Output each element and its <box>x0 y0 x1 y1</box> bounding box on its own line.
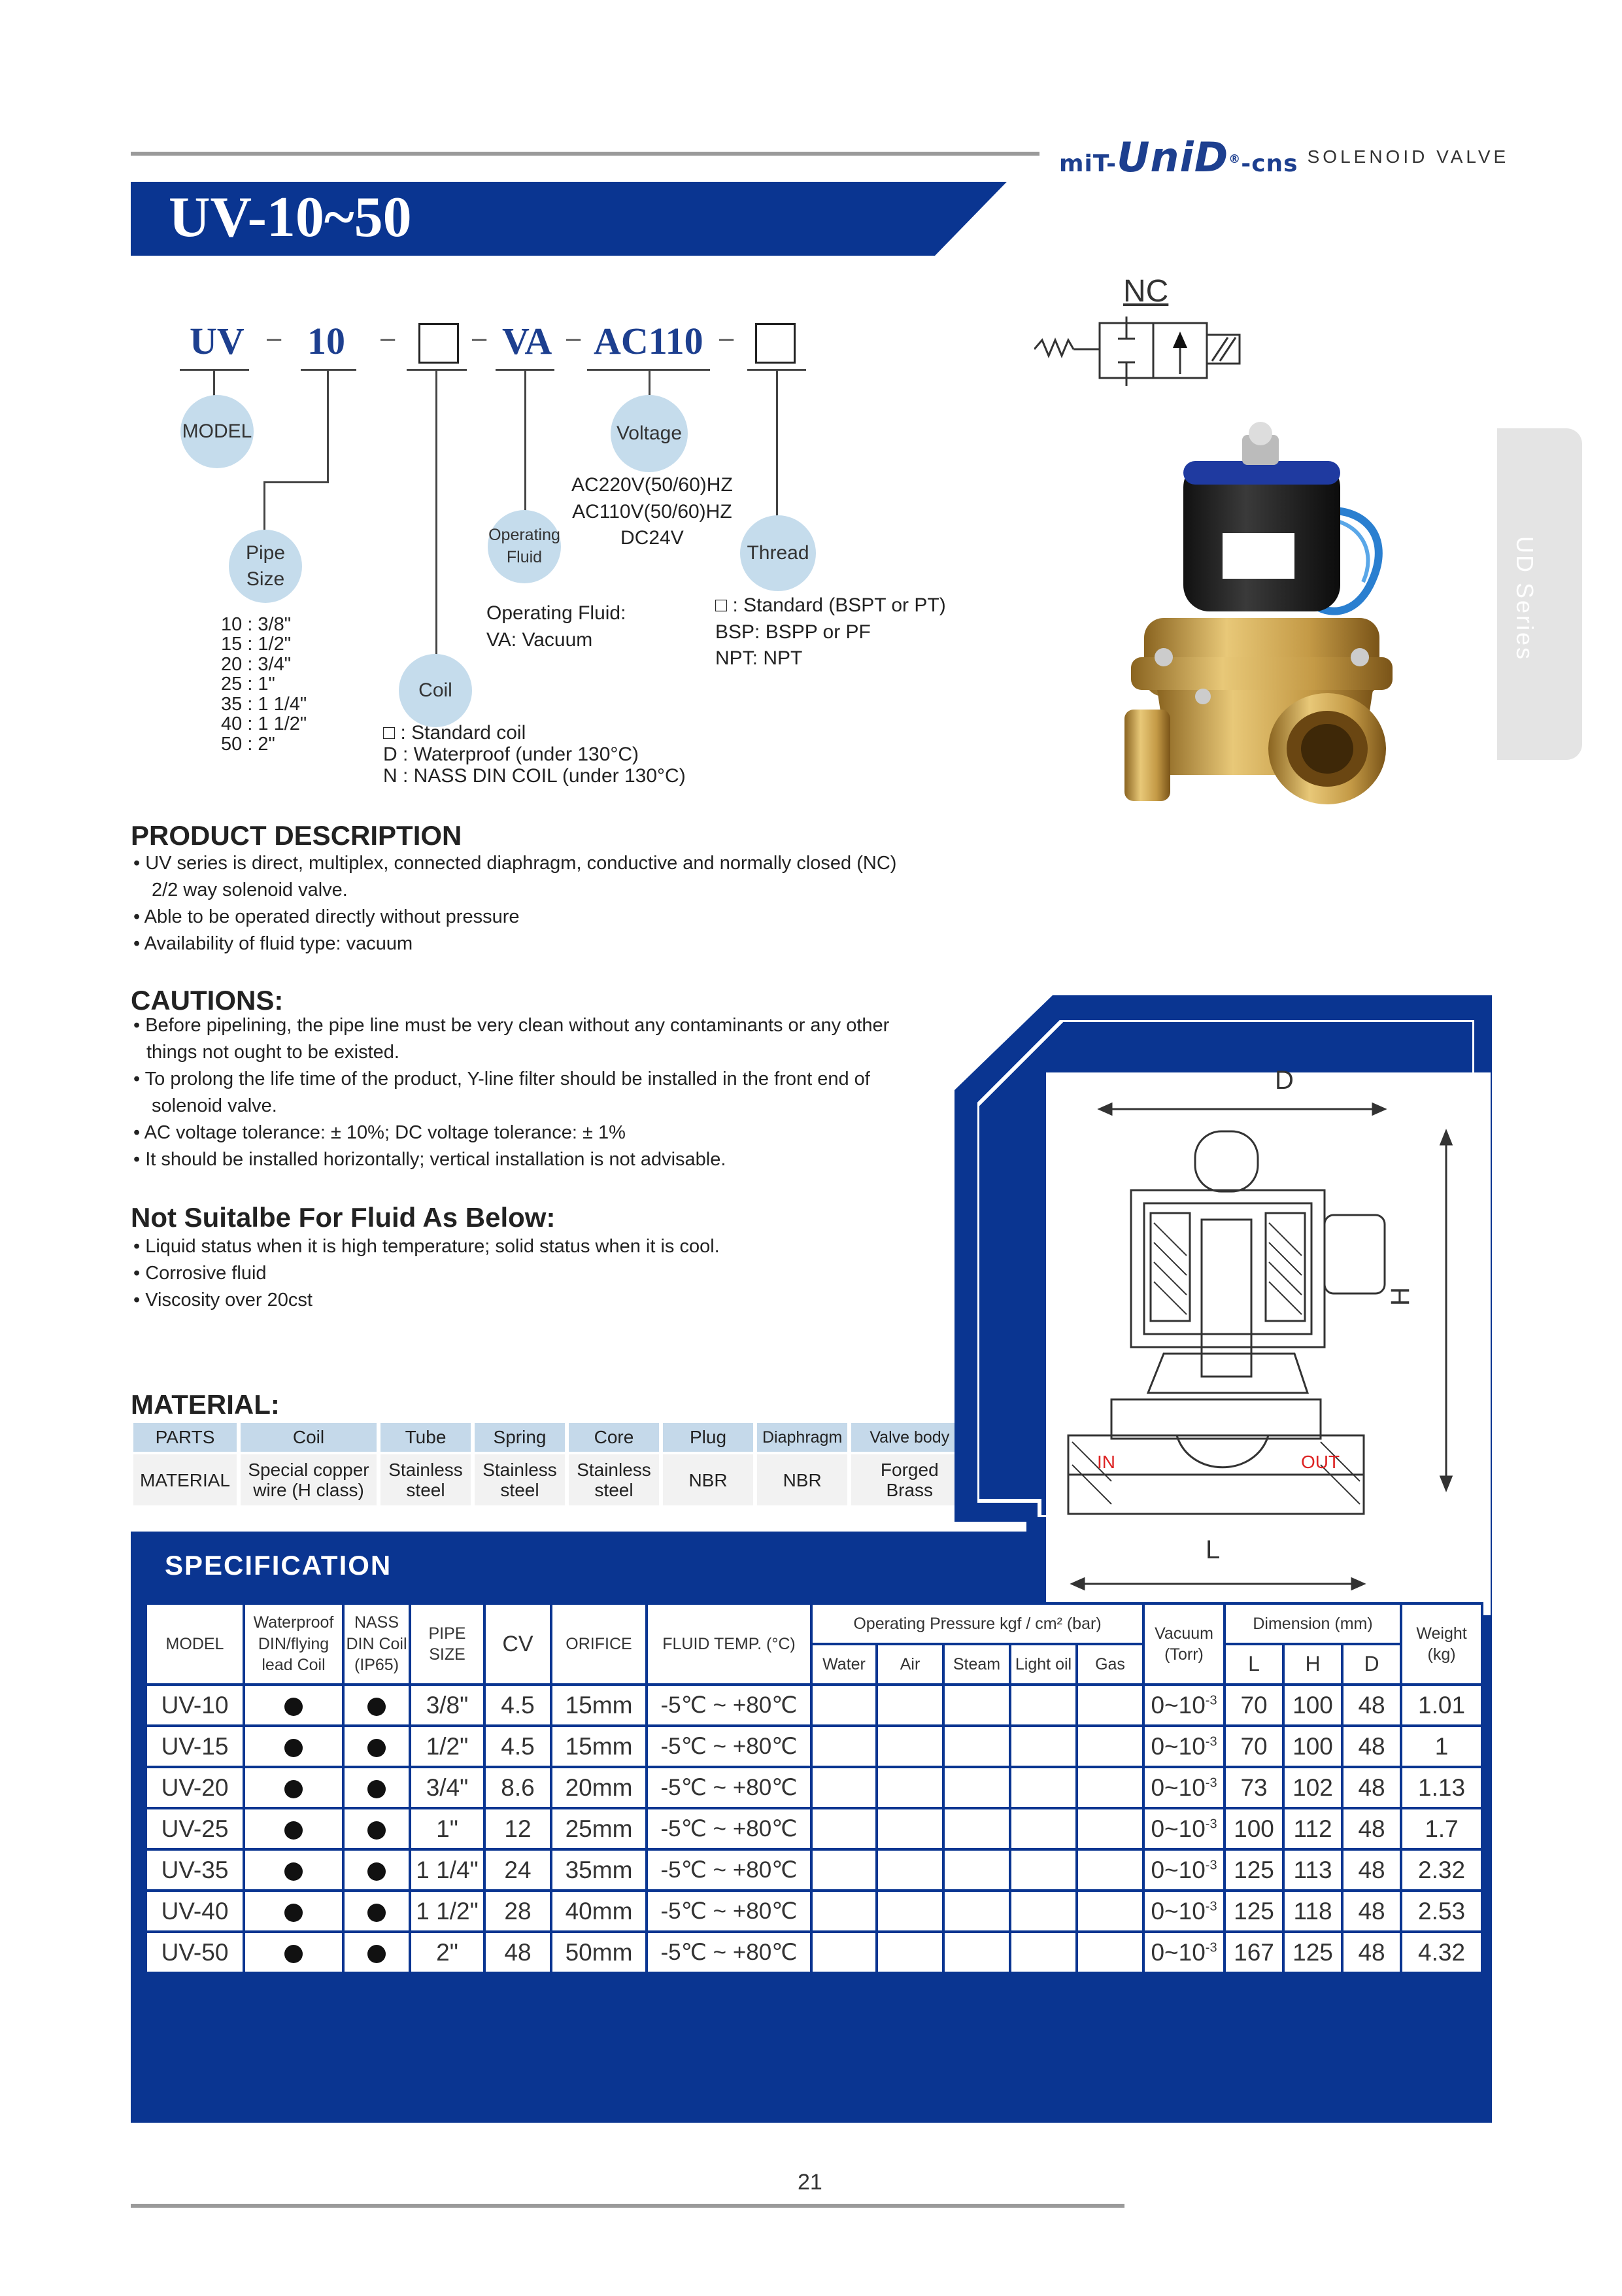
dimension-l-label: L <box>1206 1535 1221 1564</box>
spec-header-gas: Gas <box>1077 1644 1143 1685</box>
spec-cell-empty <box>877 1932 943 1973</box>
spec-cell-empty <box>1077 1932 1143 1973</box>
filled-dot-icon <box>367 1698 386 1716</box>
vacuum-value: 0~10 <box>1151 1732 1206 1760</box>
filled-dot-icon <box>367 1739 386 1757</box>
code-dash: – <box>719 324 734 352</box>
spec-header-row <box>146 1603 1482 1644</box>
spec-cell-empty <box>1077 1685 1143 1726</box>
spec-cell-empty <box>943 1849 1010 1891</box>
spec-cell-model: UV-15 <box>146 1726 244 1767</box>
spec-cell-orifice: 50mm <box>551 1932 647 1973</box>
material-cell: Stainless steel <box>475 1454 565 1505</box>
filled-dot-icon <box>367 1780 386 1798</box>
brand-prefix: miT- <box>1059 150 1117 177</box>
spec-cell-dot <box>343 1767 410 1808</box>
brand-header <box>1059 134 1509 180</box>
brand-category: SOLENOID VALVE <box>1307 146 1510 167</box>
header-rule <box>131 152 1039 156</box>
spec-cell-model: UV-40 <box>146 1891 244 1932</box>
spec-cell-dot <box>244 1685 343 1726</box>
code-model: UV <box>190 320 245 362</box>
code-dash: – <box>380 324 396 352</box>
spec-cell-h: 100 <box>1283 1726 1342 1767</box>
spec-cell-h: 100 <box>1283 1685 1342 1726</box>
material-header-cell: PARTS <box>133 1423 237 1452</box>
spec-header-lightoil: Light oil <box>1010 1644 1077 1685</box>
spec-cell-d: 48 <box>1342 1891 1401 1932</box>
caution-line: • It should be installed horizontally; vertical installation is not advisable. <box>133 1149 726 1170</box>
spec-header-water: Water <box>811 1644 877 1685</box>
spec-cell-dot <box>343 1932 410 1973</box>
spec-header-l: L <box>1225 1644 1283 1685</box>
code-dash: – <box>566 324 581 352</box>
spec-cell-dot <box>244 1767 343 1808</box>
spec-cell-d: 48 <box>1342 1849 1401 1891</box>
spec-header-vacuum: Vacuum (Torr) <box>1143 1603 1225 1685</box>
spec-header-pipe: PIPE SIZE <box>410 1603 484 1685</box>
spec-cell-empty <box>877 1891 943 1932</box>
spec-cell-pipe: 3/8" <box>410 1685 484 1726</box>
description-line: • Able to be operated directly without pressure <box>133 906 520 927</box>
spec-cell-w: 4.32 <box>1401 1932 1482 1973</box>
spec-cell-empty <box>1010 1808 1077 1849</box>
not-suitable-text <box>133 1233 720 1314</box>
spec-cell-l: 73 <box>1225 1767 1283 1808</box>
specification-table <box>144 1602 1483 1974</box>
connector <box>263 481 329 483</box>
coil-options: □ : Standard coil D : Waterproof (under 130°C) N : NASS DIN COIL (under 130°C) <box>383 722 686 787</box>
thread-options: □ : Standard (BSPT or PT) BSP: BSPP or PF NPT: NPT <box>715 594 946 669</box>
spec-row <box>146 1685 1482 1726</box>
spec-cell-d: 48 <box>1342 1685 1401 1726</box>
spec-cell-model: UV-35 <box>146 1849 244 1891</box>
spec-cell-pipe: 1" <box>410 1808 484 1849</box>
spec-cell-empty <box>1010 1849 1077 1891</box>
spec-cell-cv: 48 <box>484 1932 551 1973</box>
spec-cell-empty <box>811 1685 877 1726</box>
brand-logo <box>1059 133 1298 181</box>
spec-cell-pipe: 1 1/4" <box>410 1849 484 1891</box>
spec-cell-empty <box>1077 1808 1143 1849</box>
vacuum-exponent: -3 <box>1205 1858 1217 1873</box>
vacuum-exponent: -3 <box>1205 1817 1217 1832</box>
spec-cell-empty <box>877 1808 943 1849</box>
spec-cell-empty <box>877 1685 943 1726</box>
spec-cell-empty <box>811 1808 877 1849</box>
material-table <box>129 1420 972 1508</box>
spec-cell-model: UV-20 <box>146 1767 244 1808</box>
spec-cell-model: UV-25 <box>146 1808 244 1849</box>
page-title: UV-10~50 <box>169 186 412 249</box>
spec-cell-empty <box>811 1891 877 1932</box>
connector <box>776 369 778 518</box>
spec-cell-dot <box>343 1808 410 1849</box>
spec-cell-vacuum <box>1143 1891 1225 1932</box>
bubble-model: MODEL <box>180 395 254 468</box>
spec-cell-orifice: 20mm <box>551 1767 647 1808</box>
spec-cell-dot <box>244 1808 343 1849</box>
technical-drawing <box>1046 1072 1491 1615</box>
spec-cell-h: 112 <box>1283 1808 1342 1849</box>
spec-cell-empty <box>1077 1849 1143 1891</box>
bubble-thread: Thread <box>740 515 816 591</box>
spec-header-orifice: ORIFICE <box>551 1603 647 1685</box>
spec-cell-cv: 12 <box>484 1808 551 1849</box>
nc-valve-symbol <box>1034 315 1270 387</box>
spec-cell-empty <box>1077 1726 1143 1767</box>
spec-cell-dot <box>244 1849 343 1891</box>
code-voltage: AC110 <box>594 320 703 362</box>
material-heading: MATERIAL: <box>131 1389 280 1420</box>
spec-cell-model: UV-10 <box>146 1685 244 1726</box>
spec-cell-dot <box>343 1849 410 1891</box>
caution-line: things not ought to be existed. <box>146 1042 399 1063</box>
spec-cell-vacuum <box>1143 1767 1225 1808</box>
connector <box>524 369 526 514</box>
code-fluid: VA <box>502 320 552 362</box>
vacuum-exponent: -3 <box>1205 1899 1217 1914</box>
spec-cell-empty <box>1010 1685 1077 1726</box>
spec-row <box>146 1767 1482 1808</box>
spec-row <box>146 1891 1482 1932</box>
spec-cell-orifice: 35mm <box>551 1849 647 1891</box>
spec-cell-cv: 24 <box>484 1849 551 1891</box>
spec-cell-cv: 4.5 <box>484 1685 551 1726</box>
spec-cell-temp: -5℃ ~ +80℃ <box>647 1808 811 1849</box>
filled-dot-icon <box>367 1904 386 1922</box>
port-in-label: IN <box>1097 1452 1115 1472</box>
spec-cell-dot <box>244 1932 343 1973</box>
description-line: • UV series is direct, multiplex, connected diaphragm, conductive and normally closed (NC) <box>133 853 897 874</box>
spec-cell-pipe: 1 1/2" <box>410 1891 484 1932</box>
code-box-coil <box>418 323 459 364</box>
code-dash: – <box>472 324 487 352</box>
material-header-cell: Plug <box>663 1423 753 1452</box>
spec-cell-dot <box>244 1891 343 1932</box>
caution-line: solenoid valve. <box>152 1095 277 1116</box>
vacuum-value: 0~10 <box>1151 1938 1206 1966</box>
vacuum-value: 0~10 <box>1151 1773 1206 1801</box>
filled-dot-icon <box>367 1821 386 1840</box>
spec-cell-empty <box>943 1685 1010 1726</box>
filled-dot-icon <box>284 1698 303 1716</box>
spec-cell-empty <box>1077 1891 1143 1932</box>
not-suitable-line: • Liquid status when it is high temperature; solid status when it is cool. <box>133 1236 720 1257</box>
caution-line: • AC voltage tolerance: ± 10%; DC voltage tolerance: ± 1% <box>133 1122 626 1143</box>
spec-header-dimension: Dimension (mm) <box>1225 1603 1401 1644</box>
spec-cell-w: 2.53 <box>1401 1891 1482 1932</box>
spec-cell-empty <box>877 1726 943 1767</box>
filled-dot-icon <box>284 1862 303 1881</box>
code-dash: – <box>267 324 282 352</box>
spec-cell-dot <box>343 1685 410 1726</box>
spec-cell-h: 125 <box>1283 1932 1342 1973</box>
spec-cell-empty <box>811 1849 877 1891</box>
spec-header-waterproof: Waterproof DIN/flying lead Coil <box>244 1603 343 1685</box>
spec-cell-d: 48 <box>1342 1726 1401 1767</box>
vacuum-exponent: -3 <box>1205 1734 1217 1749</box>
spec-header-cv: CV <box>484 1603 551 1685</box>
spec-header-steam: Steam <box>943 1644 1010 1685</box>
filled-dot-icon <box>367 1945 386 1963</box>
operating-fluid-text: Operating Fluid: VA: Vacuum <box>486 602 626 651</box>
connector <box>327 369 329 483</box>
spec-cell-empty <box>877 1849 943 1891</box>
vacuum-value: 0~10 <box>1151 1815 1206 1842</box>
cautions-text <box>133 1012 889 1173</box>
spec-cell-h: 113 <box>1283 1849 1342 1891</box>
filled-dot-icon <box>367 1862 386 1881</box>
filled-dot-icon <box>284 1904 303 1922</box>
brand-suffix: -cns <box>1241 150 1298 177</box>
spec-cell-empty <box>943 1891 1010 1932</box>
material-row <box>133 1454 968 1505</box>
spec-cell-cv: 4.5 <box>484 1726 551 1767</box>
spec-cell-orifice: 15mm <box>551 1726 647 1767</box>
code-box-thread <box>755 323 796 364</box>
material-cell: Stainless steel <box>569 1454 659 1505</box>
spec-cell-w: 2.32 <box>1401 1849 1482 1891</box>
material-header-row <box>133 1423 968 1452</box>
spec-cell-cv: 8.6 <box>484 1767 551 1808</box>
material-cell: NBR <box>663 1454 753 1505</box>
spec-cell-dot <box>244 1726 343 1767</box>
material-header-cell: Spring <box>475 1423 565 1452</box>
spec-cell-empty <box>1010 1767 1077 1808</box>
description-line: 2/2 way solenoid valve. <box>152 880 348 900</box>
dimension-d-label: D <box>1275 1066 1294 1095</box>
spec-cell-temp: -5℃ ~ +80℃ <box>647 1767 811 1808</box>
filled-dot-icon <box>284 1821 303 1840</box>
spec-cell-empty <box>877 1767 943 1808</box>
spec-cell-empty <box>1010 1726 1077 1767</box>
bubble-coil: Coil <box>399 654 472 727</box>
spec-cell-empty <box>943 1726 1010 1767</box>
spec-row <box>146 1808 1482 1849</box>
spec-cell-l: 70 <box>1225 1685 1283 1726</box>
spec-header-air: Air <box>877 1644 943 1685</box>
spec-header-weight: Weight (kg) <box>1401 1603 1482 1685</box>
spec-cell-d: 48 <box>1342 1767 1401 1808</box>
connector <box>263 481 265 532</box>
bubble-pipe-size: Pipe Size <box>229 530 302 603</box>
spec-header-model: MODEL <box>146 1603 244 1685</box>
spec-cell-empty <box>811 1767 877 1808</box>
spec-cell-dot <box>343 1891 410 1932</box>
material-cell: NBR <box>757 1454 847 1505</box>
spec-cell-empty <box>943 1767 1010 1808</box>
spec-header-pressure: Operating Pressure kgf / cm² (bar) <box>811 1603 1143 1644</box>
spec-row <box>146 1932 1482 1973</box>
spec-cell-vacuum <box>1143 1808 1225 1849</box>
spec-row <box>146 1726 1482 1767</box>
spec-cell-d: 48 <box>1342 1932 1401 1973</box>
spec-cell-l: 70 <box>1225 1726 1283 1767</box>
material-header-cell: Diaphragm <box>757 1423 847 1452</box>
spec-cell-h: 118 <box>1283 1891 1342 1932</box>
vacuum-exponent: -3 <box>1205 1693 1217 1708</box>
port-out-label: OUT <box>1301 1452 1340 1472</box>
spec-cell-empty <box>811 1932 877 1973</box>
spec-cell-l: 125 <box>1225 1849 1283 1891</box>
spec-cell-dot <box>343 1726 410 1767</box>
dimension-h-label: H <box>1385 1287 1415 1306</box>
connector <box>435 369 437 660</box>
spec-cell-w: 1.13 <box>1401 1767 1482 1808</box>
material-header-cell: Valve body <box>851 1423 968 1452</box>
spec-cell-temp: -5℃ ~ +80℃ <box>647 1685 811 1726</box>
material-header-cell: Tube <box>380 1423 471 1452</box>
spec-cell-orifice: 25mm <box>551 1808 647 1849</box>
code-size: 10 <box>307 320 345 362</box>
series-tab <box>1497 428 1582 760</box>
spec-cell-temp: -5℃ ~ +80℃ <box>647 1932 811 1973</box>
material-cell: Stainless steel <box>380 1454 471 1505</box>
spec-cell-orifice: 40mm <box>551 1891 647 1932</box>
filled-dot-icon <box>284 1780 303 1798</box>
spec-cell-w: 1 <box>1401 1726 1482 1767</box>
nc-label: NC <box>1123 274 1169 309</box>
spec-header-h: H <box>1283 1644 1342 1685</box>
material-cell: Special copper wire (H class) <box>241 1454 377 1505</box>
filled-dot-icon <box>284 1945 303 1963</box>
voltage-list: AC220V(50/60)HZ AC110V(50/60)HZ DC24V <box>571 474 733 549</box>
spec-cell-l: 167 <box>1225 1932 1283 1973</box>
spec-cell-w: 1.01 <box>1401 1685 1482 1726</box>
vacuum-value: 0~10 <box>1151 1691 1206 1719</box>
not-suitable-heading: Not Suitalbe For Fluid As Below: <box>131 1202 556 1233</box>
bubble-voltage: Voltage <box>611 395 688 472</box>
spec-cell-temp: -5℃ ~ +80℃ <box>647 1726 811 1767</box>
spec-cell-l: 125 <box>1225 1891 1283 1932</box>
caution-line: • To prolong the life time of the product, Y-line filter should be installed in the front end of <box>133 1069 870 1089</box>
material-cell: MATERIAL <box>133 1454 237 1505</box>
not-suitable-line: • Corrosive fluid <box>133 1263 267 1284</box>
caution-line: • Before pipelining, the pipe line must be very clean without any contaminants or any other <box>133 1015 890 1036</box>
vacuum-value: 0~10 <box>1151 1856 1206 1883</box>
material-cell: Forged Brass <box>851 1454 968 1505</box>
spec-cell-vacuum <box>1143 1849 1225 1891</box>
brand-registered: ® <box>1228 152 1242 166</box>
series-tab-label: UD Series <box>1512 536 1538 662</box>
valve-photo <box>1085 422 1451 840</box>
pipe-size-list: 10 : 3/8" 15 : 1/2" 20 : 3/4" 25 : 1" 35 : 1 1/4" 40 : 1 1/2" 50 : 2" <box>221 614 307 755</box>
spec-cell-vacuum <box>1143 1685 1225 1726</box>
footer-rule <box>131 2204 1124 2208</box>
spec-cell-empty <box>1010 1932 1077 1973</box>
vacuum-exponent: -3 <box>1205 1940 1217 1955</box>
not-suitable-line: • Viscosity over 20cst <box>133 1290 313 1311</box>
spec-cell-temp: -5℃ ~ +80℃ <box>647 1849 811 1891</box>
spec-row <box>146 1849 1482 1891</box>
vacuum-exponent: -3 <box>1205 1775 1217 1791</box>
page-number: 21 <box>798 2170 822 2195</box>
spec-body <box>146 1685 1482 1973</box>
spec-cell-l: 100 <box>1225 1808 1283 1849</box>
spec-cell-temp: -5℃ ~ +80℃ <box>647 1891 811 1932</box>
brand-main: UniD <box>1117 133 1229 181</box>
spec-cell-h: 102 <box>1283 1767 1342 1808</box>
spec-cell-empty <box>1077 1767 1143 1808</box>
spec-cell-vacuum <box>1143 1726 1225 1767</box>
spec-header-d: D <box>1342 1644 1401 1685</box>
spec-cell-pipe: 2" <box>410 1932 484 1973</box>
spec-header-nass: NASS DIN Coil (IP65) <box>343 1603 410 1685</box>
filled-dot-icon <box>284 1739 303 1757</box>
product-description-heading: PRODUCT DESCRIPTION <box>131 820 462 851</box>
spec-cell-empty <box>943 1932 1010 1973</box>
spec-header-temp: FLUID TEMP. (°C) <box>647 1603 811 1685</box>
specification-heading: SPECIFICATION <box>165 1550 392 1581</box>
spec-cell-pipe: 1/2" <box>410 1726 484 1767</box>
material-header-cell: Coil <box>241 1423 377 1452</box>
spec-cell-d: 48 <box>1342 1808 1401 1849</box>
spec-cell-orifice: 15mm <box>551 1685 647 1726</box>
vacuum-value: 0~10 <box>1151 1897 1206 1925</box>
bubble-operating-fluid: Operating Fluid <box>488 510 561 583</box>
spec-cell-model: UV-50 <box>146 1932 244 1973</box>
product-description-text <box>133 850 896 957</box>
spec-cell-pipe: 3/4" <box>410 1767 484 1808</box>
description-line: • Availability of fluid type: vacuum <box>133 933 413 954</box>
spec-cell-w: 1.7 <box>1401 1808 1482 1849</box>
spec-cell-empty <box>1010 1891 1077 1932</box>
spec-cell-vacuum <box>1143 1932 1225 1973</box>
spec-cell-empty <box>943 1808 1010 1849</box>
cautions-heading: CAUTIONS: <box>131 985 284 1016</box>
spec-cell-empty <box>811 1726 877 1767</box>
spec-cell-cv: 28 <box>484 1891 551 1932</box>
material-header-cell: Core <box>569 1423 659 1452</box>
